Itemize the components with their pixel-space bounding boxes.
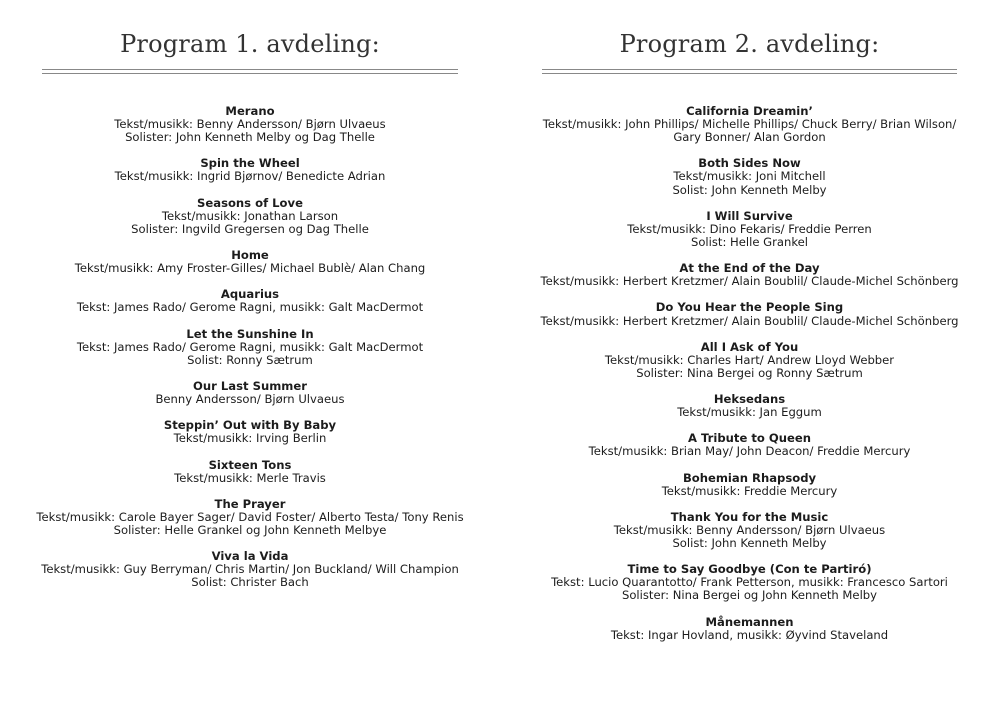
song-title: Let the Sunshine In [186, 326, 314, 341]
song-title: Viva la Vida [211, 549, 289, 564]
program-item [512, 301, 987, 327]
song-title: Aquarius [220, 287, 280, 302]
song-credit: Tekst/musikk: Irving Berlin [173, 431, 327, 446]
song-credit: Solist: Christer Bach [191, 575, 309, 590]
song-credit: Solist: Ronny Sætrum [187, 352, 313, 367]
program-item [512, 393, 987, 419]
song-credit: Benny Andersson/ Bjørn Ulvaeus [155, 392, 345, 407]
song-credit: Tekst/musikk: Jan Eggum [677, 405, 822, 420]
song-credit: Tekst: Ingar Hovland, musikk: Øyvind Staveland [610, 627, 889, 642]
song-credit: Tekst/musikk: Dino Fekaris/ Freddie Perren [627, 221, 872, 236]
song-credit: Tekst/musikk: Freddie Mercury [661, 483, 838, 498]
song-title: California Dreamin’ [686, 104, 813, 118]
program-item [512, 616, 987, 642]
program-item [12, 380, 488, 406]
program-item [12, 105, 488, 144]
program-item [12, 419, 488, 445]
song-credit: Solister: Ingvild Gregersen og Dag Thelle [131, 221, 369, 236]
song-title: Steppin’ Out with By Baby [163, 418, 337, 433]
song-title: Thank You for the Music [670, 509, 829, 524]
program-item [12, 328, 488, 367]
song-title: A Tribute to Queen [688, 431, 811, 446]
program-item [12, 550, 488, 589]
song-title: Home [231, 248, 269, 263]
program-item [12, 459, 488, 485]
song-title: Time to Say Goodbye (Con te Partiró) [627, 562, 872, 577]
song-credit: Solister: John Kenneth Melby og Dag Thelle [125, 130, 375, 145]
program-item [512, 210, 987, 249]
program-item [512, 432, 987, 458]
program-item [12, 197, 488, 236]
song-credit: Tekst/musikk: Jonathan Larson [161, 208, 339, 223]
song-credit: Tekst/musikk: Merle Travis [174, 470, 326, 485]
song-credit: Tekst/musikk: John Phillips/ Michelle Phillips/ Chuck Berry/ Brian Wilson/ [542, 117, 957, 132]
song-title: The Prayer [214, 496, 286, 511]
song-title: Our Last Summer [193, 378, 307, 393]
song-credit: Solister: Nina Bergei og Ronny Sætrum [636, 365, 863, 380]
heading-divider [542, 69, 957, 74]
song-title: Do You Hear the People Sing [655, 300, 844, 315]
song-title: Sixteen Tons [208, 457, 292, 472]
song-credit: Tekst/musikk: Herbert Kretzmer/ Alain Boublil/ Claude-Michel Schönberg [540, 274, 959, 289]
song-credit: Tekst/musikk: Charles Hart/ Andrew Lloyd Webber [604, 352, 895, 367]
song-credit: Gary Bonner/ Alan Gordon [673, 130, 826, 145]
song-credit: Solister: Nina Bergei og John Kenneth Melby [621, 588, 878, 603]
program-part-2-list [512, 105, 987, 655]
heading-divider [42, 69, 458, 74]
song-title: Seasons of Love [197, 195, 303, 210]
song-title: Spin the Wheel [200, 156, 300, 171]
song-credit: Tekst/musikk: Amy Froster-Gilles/ Michael Bublè/ Alan Chang [74, 261, 426, 276]
song-credit: Solist: Helle Grankel [690, 234, 809, 249]
song-credit: Tekst/musikk: Benny Andersson/ Bjørn Ulvaeus [114, 117, 386, 132]
program-item [12, 157, 488, 183]
song-credit: Tekst: Lucio Quarantotto/ Frank Petterson, musikk: Francesco Sartori [551, 575, 948, 590]
song-credit: Tekst/musikk: Herbert Kretzmer/ Alain Boublil/ Claude-Michel Schönberg [540, 313, 959, 328]
song-title: Both Sides Now [698, 156, 801, 171]
program-item [12, 288, 488, 314]
song-title: At the End of the Day [679, 261, 820, 276]
song-title: Heksedans [713, 392, 786, 407]
program-item [512, 563, 987, 602]
song-credit: Solister: Helle Grankel og John Kenneth Melbye [113, 523, 387, 537]
program-part-2-heading: Program 2. avdeling: [619, 30, 880, 58]
song-credit: Tekst/musikk: Guy Berryman/ Chris Martin/ Jon Buckland/ Will Champion [41, 562, 459, 577]
song-credit: Solist: John Kenneth Melby [672, 536, 827, 551]
song-title: All I Ask of You [700, 339, 799, 354]
program-item [512, 341, 987, 380]
song-credit: Tekst/musikk: Benny Andersson/ Bjørn Ulvaeus [613, 523, 886, 537]
program-part-1-list [12, 105, 488, 603]
program-part-1-heading: Program 1. avdeling: [120, 30, 380, 58]
song-credit: Tekst: James Rado/ Gerome Ragni, musikk: Galt MacDermot [76, 300, 424, 315]
song-credit: Tekst/musikk: Joni Mitchell [673, 169, 826, 184]
program-item [12, 249, 488, 275]
song-title: Bohemian Rhapsody [682, 470, 817, 485]
program-item [512, 472, 987, 498]
program-item [512, 157, 987, 196]
song-credit: Tekst/musikk: Ingrid Bjørnov/ Benedicte Adrian [114, 169, 386, 184]
song-title: I Will Survive [706, 208, 793, 223]
program-item [12, 498, 488, 537]
program-item [512, 511, 987, 550]
song-credit: Solist: John Kenneth Melby [672, 182, 827, 197]
song-credit: Tekst: James Rado/ Gerome Ragni, musikk: Galt MacDermot [76, 339, 424, 354]
program-item [512, 262, 987, 288]
song-credit: Tekst/musikk: Carole Bayer Sager/ David Foster/ Alberto Testa/ Tony Renis [36, 509, 464, 524]
program-item [512, 105, 987, 144]
song-title: Merano [225, 104, 275, 118]
song-credit: Tekst/musikk: Brian May/ John Deacon/ Freddie Mercury [588, 444, 911, 459]
song-title: Månemannen [705, 614, 794, 629]
